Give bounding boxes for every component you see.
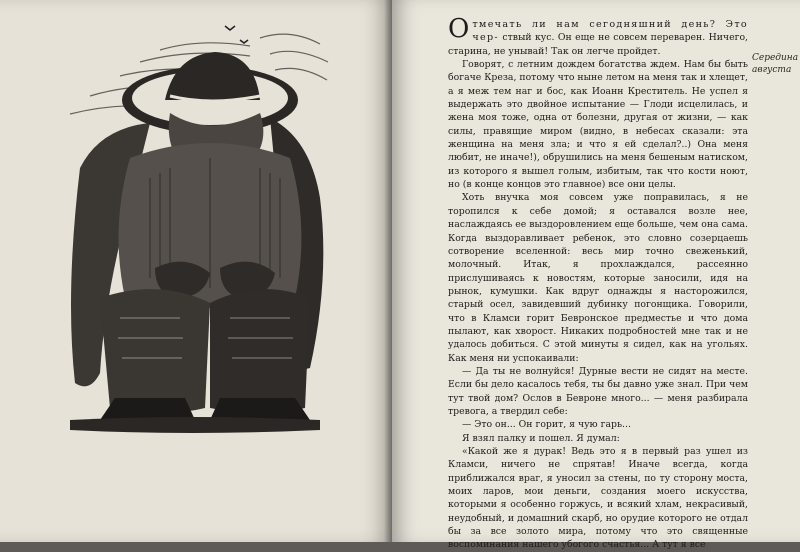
seated-man-in-hat-engraving-icon	[60, 18, 330, 438]
page-text	[448, 14, 749, 552]
paragraph: ствый кус. Он еще не совсем переварен. Ничего, старина, не унывай! Так он легче пройдет.	[448, 32, 749, 57]
paragraph: Хоть внучка моя совсем уже поправилась, я не торопился к себе домой; я оставался возле нее, наслаждаясь ее выздоровлением еще больше, чем она сама. Когда выздоравливает ребенок, это словно созерцаешь сотворение вселенной: весь мир точно свеженький, молочный. Итак, я прохлаждался, рассеянно прислушиваясь к новостям, которые заносили, идя на рынок, кумушки. Как вдруг однажды я насторожился, старый осел, завидевший дубинку погонщика. Говорили, что в Кламси горит Бевронское предместье и что дома пылают, как хворост. Никаких подробностей мне так и не удалось добиться. С этой минуты я сидел, как на угольях. Как меня ни успокаивали:	[448, 192, 748, 364]
paragraph: «Какой же я дурак! Ведь это я в первый раз ушел из Кламси, ничего не спрятав! Иначе всегда, когда приближался враг, я уносил за стены, по ту сторону моста, моих ларов, мои деньги, создания моего искусства, которыми я особенно горжусь, и всякий хлам, некрасивый, неудобный, и домашний скарб, но орудие которого не отдал бы за все золото мира, потому что это священные воспоминания нашего убогого счастья... А тут я все	[448, 446, 748, 551]
paragraph: — Это он... Он горит, я чую гарь...	[462, 419, 631, 431]
paragraph: — Да ты не волнуйся! Дурные вести не сидят на месте. Если бы дело касалось тебя, ты бы давно уже знал. При чем тут твой дом? Ослов в Бевроне много... — меня разбирала тревога, а твердил себе:	[448, 365, 748, 417]
opening-words: тмечать ли нам сегодняшний день? Это чер-	[472, 19, 748, 44]
opening-paragraph	[448, 14, 749, 58]
left-page	[0, 0, 392, 542]
drop-cap: О	[448, 14, 470, 44]
margin-note: Середина августа	[752, 53, 799, 75]
paragraph: Я взял палку и пошел. Я думал:	[462, 432, 620, 444]
paragraph: Говорят, с летним дождем богатства ждем. Нам бы быть богаче Креза, потому что ныне летом на меня так и хлещет, а я меж тем наг и бос, как Иоанн Креститель. Не успел я выдержать это двойное испытание — Глоди исцелилась, и жена моя тоже, одна от болезни, другая от жизни, — как силы, правящие миром (видно, в небесах сказали: эта женщина на меня зла; и что я ей сделал?..) Она меня любит, не иначе!), обрушились на меня бешеным натиском, из которого я вышел голым, избитым, так что кости ноют, но (в конце концов это главное) все они целы.	[448, 59, 748, 191]
